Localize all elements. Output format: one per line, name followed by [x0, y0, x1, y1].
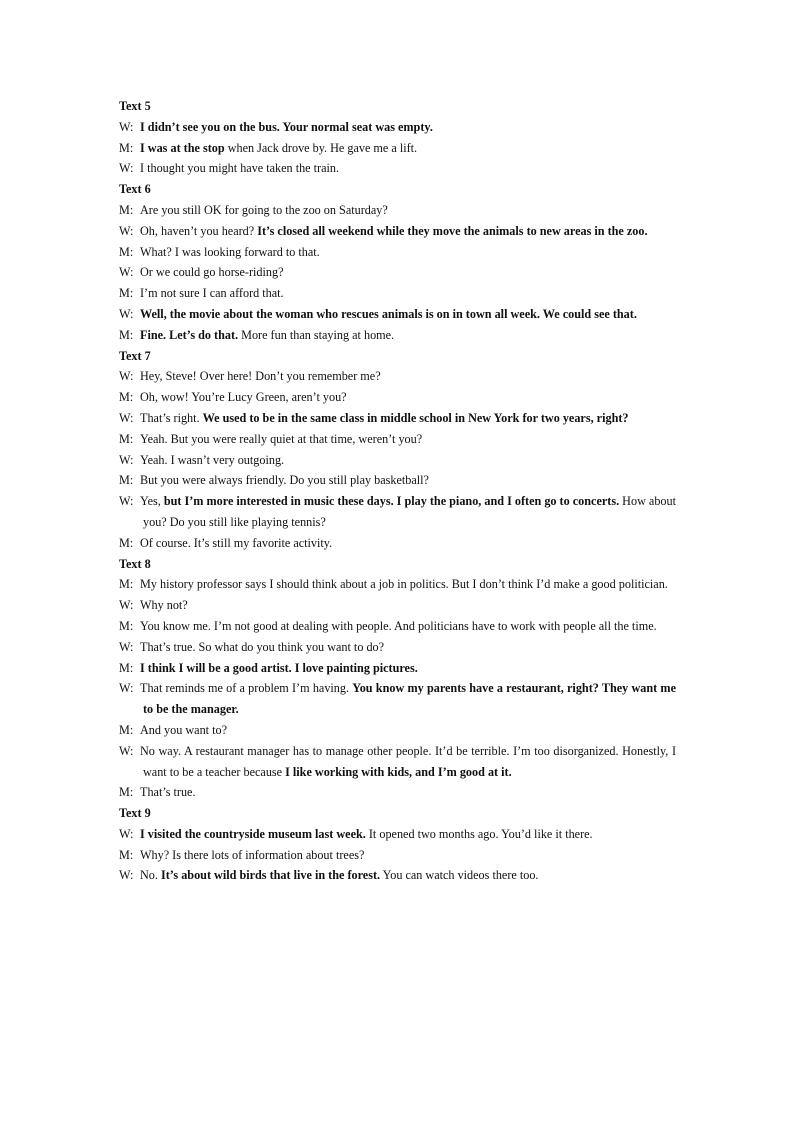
dialogue-text: That’s true. So what do you think you want to do? — [140, 639, 385, 654]
speaker-label: M: — [119, 140, 134, 155]
speaker-label: M: — [119, 431, 134, 446]
dialogue-text: That’s right. — [140, 410, 203, 425]
bold-text: I think I will be a good artist. I love painting pictures. — [140, 660, 418, 675]
dialogue-line — [119, 138, 676, 159]
speaker-label: M: — [119, 535, 134, 550]
dialogue-text: Yes, — [140, 494, 164, 509]
speaker-label: M: — [119, 473, 134, 488]
speaker-label: W: — [119, 223, 134, 238]
bold-text: It’s closed all weekend while they move the animals to new areas in the zoo. — [257, 223, 648, 238]
bold-text: Fine. Let’s do that. — [140, 327, 239, 342]
dialogue-line — [119, 283, 676, 304]
speaker-label: M: — [119, 660, 134, 675]
dialogue-text: It opened two months ago. You’d like it there. — [365, 826, 593, 841]
dialogue-line — [119, 325, 676, 346]
speaker-label: M: — [119, 390, 134, 405]
dialogue-line — [119, 845, 676, 866]
dialogue-text: And you want to? — [140, 722, 227, 737]
dialogue-text: Yeah. I wasn’t very outgoing. — [140, 452, 285, 467]
speaker-label: W: — [119, 868, 134, 883]
dialogue-line — [119, 242, 676, 263]
dialogue-line — [119, 574, 676, 595]
speaker-label: M: — [119, 327, 134, 342]
speaker-label: M: — [119, 286, 134, 301]
bold-text: I visited the countryside museum last week. — [140, 826, 366, 841]
dialogue-line — [119, 450, 676, 471]
section-heading: Text 8 — [119, 556, 151, 571]
dialogue-text: Oh, wow! You’re Lucy Green, aren’t you? — [140, 390, 347, 405]
dialogue-line — [119, 720, 676, 741]
dialogue-line — [119, 117, 676, 138]
dialogue-line — [119, 491, 676, 533]
dialogue-line — [119, 616, 676, 637]
dialogue-text: when Jack drove by. He gave me a lift. — [224, 140, 418, 155]
dialogue-line — [119, 637, 676, 658]
speaker-label: M: — [119, 244, 134, 259]
dialogue-text: That’s true. — [140, 785, 196, 800]
dialogue-line — [119, 387, 676, 408]
speaker-label: M: — [119, 618, 134, 633]
bold-text: You know my parents have a restaurant, right? They want me to be the manager. — [143, 681, 676, 717]
section-heading: Text 9 — [119, 806, 151, 821]
speaker-label: W: — [119, 369, 134, 384]
speaker-label: W: — [119, 681, 134, 696]
dialogue-text: No way. A restaurant manager has to manage other people. It’d be terrible. I’m too disorganized. Honestly, I want to be a teacher because — [140, 743, 676, 779]
dialogue-text: Why? Is there lots of information about trees? — [140, 847, 365, 862]
dialogue-line — [119, 678, 676, 720]
speaker-label: M: — [119, 722, 134, 737]
dialogue-text: My history professor says I should think about a job in politics. But I don’t think I’d make a good politician. — [140, 577, 668, 592]
dialogue-line — [119, 262, 676, 283]
dialogue-text: More fun than staying at home. — [238, 327, 395, 342]
speaker-label: W: — [119, 119, 134, 134]
speaker-label: W: — [119, 410, 134, 425]
bold-text: Well, the movie about the woman who rescues animals is on in town all week. We could see that. — [140, 306, 637, 321]
dialogue-text: Oh, haven’t you heard? — [140, 223, 258, 238]
dialogue-text: Or we could go horse-riding? — [140, 265, 284, 280]
dialogue-line — [119, 408, 676, 429]
speaker-label: W: — [119, 306, 134, 321]
dialogue-line — [119, 824, 676, 845]
bold-text: I was at the stop — [140, 140, 225, 155]
dialogue-line — [119, 741, 676, 783]
speaker-label: M: — [119, 785, 134, 800]
dialogue-text: I’m not sure I can afford that. — [140, 286, 284, 301]
speaker-label: W: — [119, 743, 134, 758]
dialogue-text: But you were always friendly. Do you still play basketball? — [140, 473, 429, 488]
dialogue-line — [119, 782, 676, 803]
bold-text: I like working with kids, and I’m good at it. — [285, 764, 512, 779]
dialogue-line — [119, 865, 676, 886]
speaker-label: W: — [119, 826, 134, 841]
speaker-label: W: — [119, 598, 134, 613]
speaker-label: W: — [119, 265, 134, 280]
dialogue-line — [119, 304, 676, 325]
speaker-label: W: — [119, 161, 134, 176]
dialogue-line — [119, 221, 676, 242]
dialogue-text: Hey, Steve! Over here! Don’t you remember me? — [140, 369, 381, 384]
dialogue-line — [119, 533, 676, 554]
dialogue-line — [119, 429, 676, 450]
dialogue-text: How about you? Do you still like playing tennis? — [143, 494, 676, 529]
dialogue-text: What? I was looking forward to that. — [140, 244, 320, 259]
speaker-label: M: — [119, 202, 134, 217]
transcript-document — [119, 96, 676, 886]
bold-text: I didn’t see you on the bus. Your normal seat was empty. — [140, 119, 433, 134]
dialogue-text: I thought you might have taken the train. — [140, 161, 340, 176]
speaker-label: W: — [119, 639, 134, 654]
dialogue-line — [119, 595, 676, 616]
speaker-label: W: — [119, 452, 134, 467]
dialogue-line — [119, 658, 676, 679]
bold-text: It’s about wild birds that live in the forest. — [161, 868, 381, 883]
dialogue-line — [119, 158, 676, 179]
dialogue-text: Are you still OK for going to the zoo on Saturday? — [140, 202, 388, 217]
section-heading: Text 6 — [119, 182, 151, 197]
dialogue-text: No. — [140, 868, 161, 883]
dialogue-text: That reminds me of a problem I’m having. — [140, 681, 353, 696]
speaker-label: W: — [119, 494, 134, 509]
bold-text: We used to be in the same class in middle school in New York for two years, right? — [202, 410, 629, 425]
dialogue-text: Yeah. But you were really quiet at that time, weren’t you? — [140, 431, 423, 446]
dialogue-text: You know me. I’m not good at dealing with people. And politicians have to work with people all the time. — [140, 618, 657, 633]
dialogue-text: You can watch videos there too. — [380, 868, 539, 883]
section-heading: Text 5 — [119, 99, 151, 113]
speaker-label: M: — [119, 847, 134, 862]
dialogue-line — [119, 366, 676, 387]
dialogue-line — [119, 470, 676, 491]
section-heading: Text 7 — [119, 348, 151, 363]
dialogue-text: Why not? — [140, 598, 188, 613]
dialogue-line — [119, 200, 676, 221]
bold-text: but I’m more interested in music these days. I play the piano, and I often go to concerts. — [163, 494, 620, 509]
speaker-label: M: — [119, 577, 134, 592]
dialogue-text: Of course. It’s still my favorite activity. — [140, 535, 333, 550]
